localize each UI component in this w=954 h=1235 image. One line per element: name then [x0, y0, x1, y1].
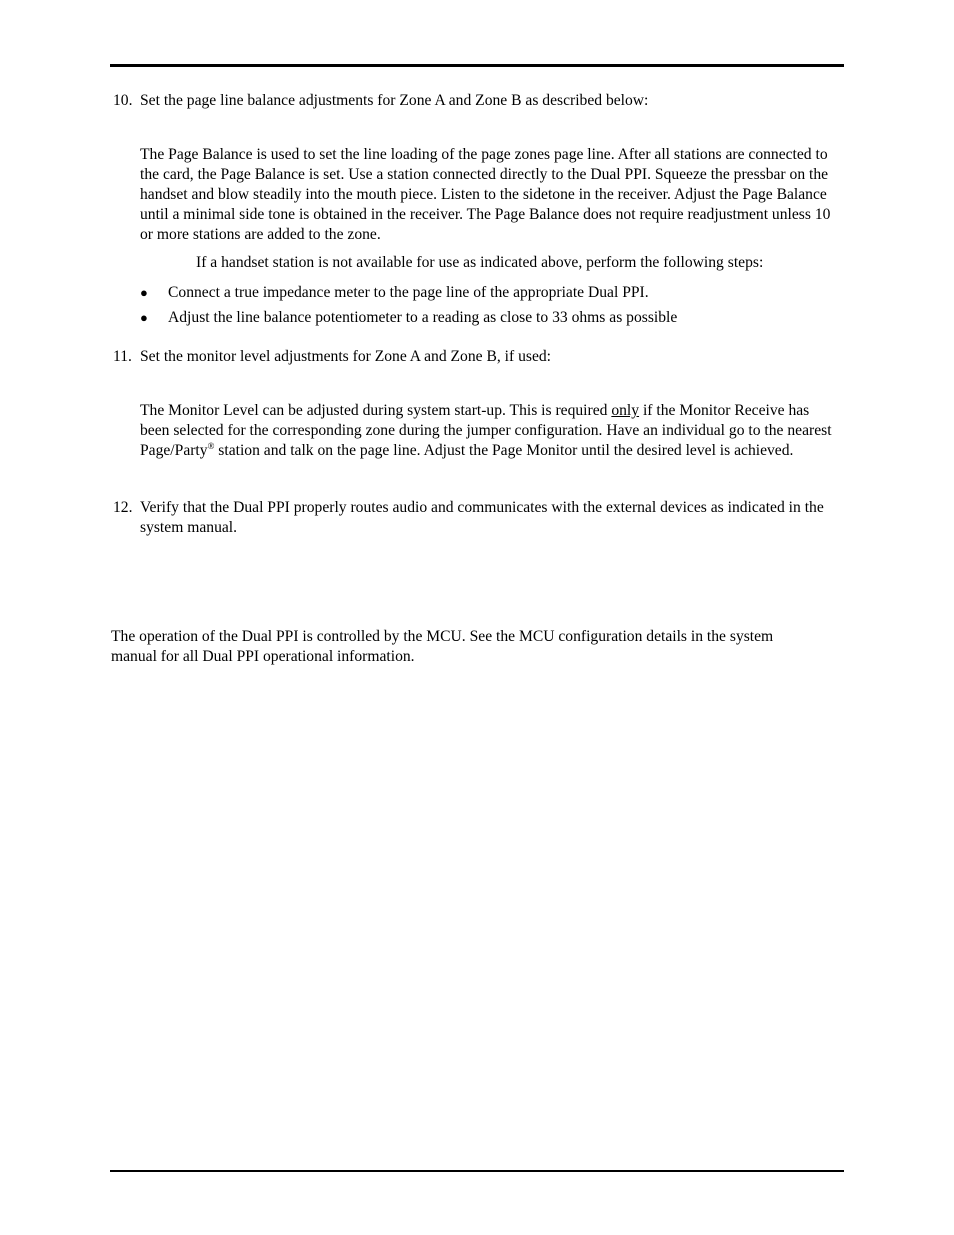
bullet-icon: ● — [140, 310, 148, 325]
header-rule — [110, 64, 844, 67]
bullet-text: Adjust the line balance potentiometer to a reading as close to 33 ohms as possible — [168, 309, 678, 326]
monitor-para-part1: The Monitor Level can be adjusted during system start-up. This is required — [140, 402, 612, 419]
underlined-only: only — [611, 402, 640, 419]
monitor-level-paragraph — [140, 401, 840, 461]
bullet-icon: ● — [140, 285, 148, 300]
step-12-text: Verify that the Dual PPI properly routes audio and communicates with the external devices as indicated in the system manual. — [140, 499, 824, 536]
operation-paragraph: The operation of the Dual PPI is controlled by the MCU. See the MCU configuration details in the system manual for all Dual PPI operational information. — [111, 628, 774, 665]
step-12 — [110, 498, 844, 538]
step-10-text: Set the page line balance adjustments for Zone A and Zone B as described below: — [140, 92, 649, 109]
step-11-number: 11. — [113, 348, 132, 365]
footer-rule — [110, 1170, 844, 1172]
monitor-para-part2: if the Monitor Receive has been selected for the corresponding zone during the jumper configuration. Have an individual go to the nearest Page/Party — [140, 402, 832, 459]
step-10 — [110, 91, 844, 111]
bullet-item — [140, 283, 844, 303]
step-11-text: Set the monitor level adjustments for Zone A and Zone B, if used: — [140, 348, 551, 365]
handset-unavailable-note: If a handset station is not available for use as indicated above, perform the following steps: — [196, 254, 764, 271]
step-11 — [110, 347, 844, 367]
step-12-number: 12. — [113, 499, 133, 516]
page-balance-paragraph: The Page Balance is used to set the line loading of the page zones page line. After all stations are connected to the card, the Page Balance is set. Use a station connected directly to the Dual PPI. Squeeze the pressbar on the handset and blow steadily into the mouth piece. Listen to the sidetone in the receiver. Adjust the Page Balance until a minimal side tone is obtained in the receiver. The Page Balance does not require readjustment unless 10 or more stations are added to the zone. — [140, 146, 831, 243]
monitor-para-part3: station and talk on the page line. Adjust the Page Monitor until the desired level is achieved. — [214, 442, 794, 459]
step-10-number: 10. — [113, 92, 133, 109]
bullet-item — [140, 308, 844, 328]
registered-mark: ® — [207, 441, 215, 451]
bullet-text: Connect a true impedance meter to the page line of the appropriate Dual PPI. — [168, 284, 649, 301]
